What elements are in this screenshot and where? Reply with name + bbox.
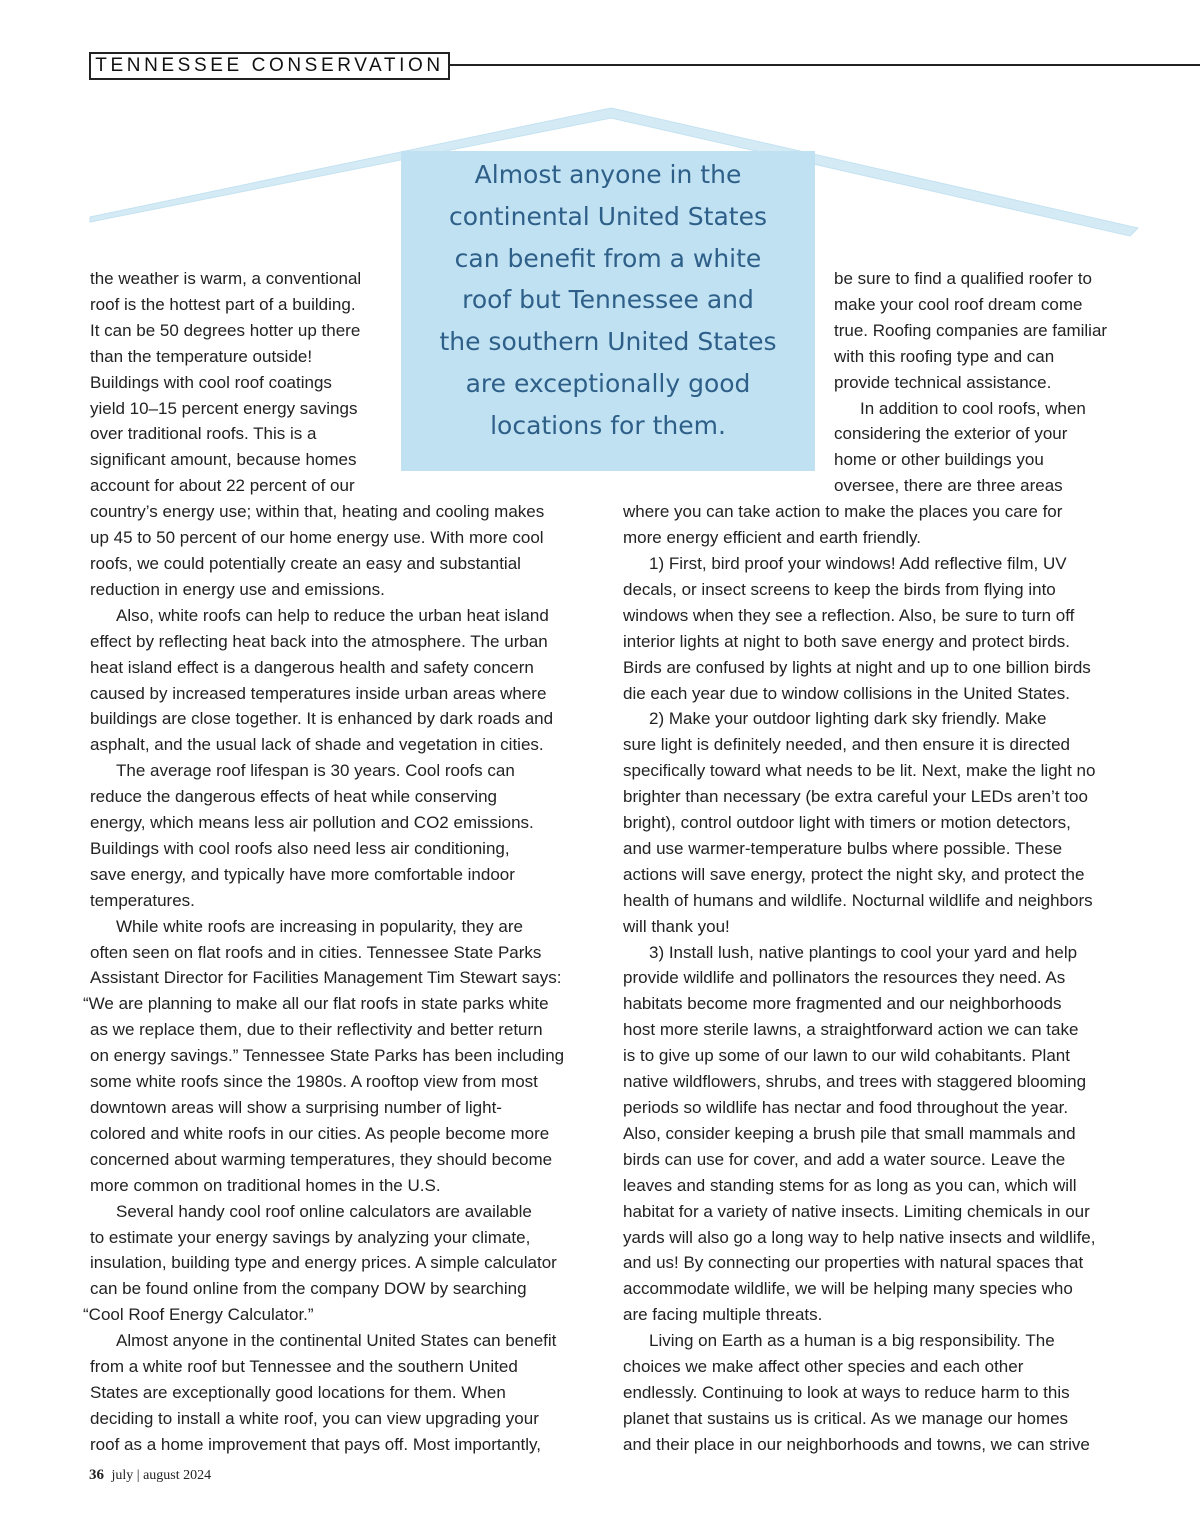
text-line: “We are planning to make all our flat roofs in state parks white bbox=[83, 994, 549, 1014]
text-line: some white roofs since the 1980s. A rooftop view from most bbox=[90, 1072, 538, 1092]
text-line: insulation, building type and energy prices. A simple calculator bbox=[90, 1253, 557, 1273]
text-line: Living on Earth as a human is a big responsibility. The bbox=[649, 1331, 1055, 1351]
text-line: “Cool Roof Energy Calculator.” bbox=[83, 1305, 314, 1325]
text-line: effect by reflecting heat back into the atmosphere. The urban bbox=[90, 631, 548, 651]
text-line: concerned about warming temperatures, they should become bbox=[90, 1149, 553, 1169]
text-line: where you can take action to make the places you care for bbox=[623, 502, 1063, 522]
right-column bbox=[623, 266, 1133, 1458]
paragraph bbox=[623, 940, 1133, 1329]
text-line: as we replace them, due to their reflectivity and better return bbox=[90, 1020, 543, 1040]
pull-quote-line: roof but Tennessee and bbox=[462, 285, 754, 315]
text-line: often seen on flat roofs and in cities. Tennessee State Parks bbox=[90, 942, 542, 962]
text-line: buildings are close together. It is enhanced by dark roads and bbox=[90, 709, 554, 729]
text-line: considering the exterior of your bbox=[834, 424, 1068, 444]
text-line: Buildings with cool roofs also need less air conditioning, bbox=[90, 838, 510, 858]
text-line: more common on traditional homes in the U.S. bbox=[90, 1175, 441, 1195]
text-line: to estimate your energy savings by analyzing your climate, bbox=[90, 1227, 531, 1247]
text-line: reduction in energy use and emissions. bbox=[90, 579, 385, 599]
pull-quote-line: can benefit from a white bbox=[454, 243, 762, 273]
text-line: save energy, and typically have more comfortable indoor bbox=[90, 864, 515, 884]
text-line: yield 10–15 percent energy savings bbox=[90, 398, 358, 418]
paragraph bbox=[90, 758, 595, 913]
text-line: make your cool roof dream come bbox=[834, 294, 1083, 314]
text-line: and use warmer-temperature bulbs where possible. These bbox=[623, 838, 1063, 858]
issue-date: july | august 2024 bbox=[111, 1468, 212, 1483]
text-line: habitat for a variety of native insects. Limiting chemicals in our bbox=[623, 1201, 1090, 1221]
text-line: Also, white roofs can help to reduce the urban heat island bbox=[116, 605, 549, 625]
text-line: accommodate wildlife, we will be helping many species who bbox=[623, 1279, 1073, 1299]
text-line: account for about 22 percent of our bbox=[90, 476, 355, 496]
left-column bbox=[83, 266, 595, 1458]
text-line: roof is the hottest part of a building. bbox=[90, 294, 356, 314]
text-line: 2) Make your outdoor lighting dark sky friendly. Make bbox=[649, 709, 1047, 729]
text-line: leaves and standing stems for as long as you can, which will bbox=[623, 1175, 1077, 1195]
text-line: oversee, there are three areas bbox=[834, 476, 1063, 496]
paragraph bbox=[83, 1199, 595, 1329]
text-line: interior lights at night to both save energy and protect birds. bbox=[623, 631, 1070, 651]
text-line: are facing multiple threats. bbox=[623, 1305, 823, 1325]
text-line: significant amount, because homes bbox=[90, 450, 357, 470]
pull-quote-line: continental United States bbox=[448, 201, 767, 231]
text-line: the weather is warm, a conventional bbox=[90, 269, 362, 288]
paragraph bbox=[623, 266, 1133, 396]
paragraph bbox=[623, 1328, 1133, 1458]
text-line: decals, or insect screens to keep the birds from flying into bbox=[623, 579, 1056, 599]
text-line: over traditional roofs. This is a bbox=[90, 424, 317, 444]
pull-quote-line: Almost anyone in the bbox=[474, 160, 742, 189]
text-line: temperatures. bbox=[90, 890, 195, 910]
page-footer bbox=[89, 1467, 211, 1484]
text-line: In addition to cool roofs, when bbox=[860, 398, 1086, 418]
paragraph bbox=[623, 551, 1133, 706]
text-line: caused by increased temperatures inside urban areas where bbox=[90, 683, 547, 703]
section-title: TENNESSEE CONSERVATION bbox=[95, 55, 444, 76]
text-line: true. Roofing companies are familiar bbox=[834, 320, 1108, 340]
text-line: The average roof lifespan is 30 years. Cool roofs can bbox=[116, 761, 515, 781]
text-line: brighter than necessary (be extra careful your LEDs aren’t too bbox=[623, 787, 1088, 807]
text-line: native wildflowers, shrubs, and trees with staggered blooming bbox=[623, 1072, 1087, 1092]
text-line: bright), control outdoor light with timers or motion detectors, bbox=[623, 813, 1071, 833]
text-line: and us! By connecting our properties with natural spaces that bbox=[623, 1253, 1084, 1273]
text-line: birds can use for cover, and add a water source. Leave the bbox=[623, 1149, 1066, 1169]
text-line: on energy savings.” Tennessee State Parks has been including bbox=[90, 1046, 565, 1066]
text-line: is to give up some of our lawn to our wild cohabitants. Plant bbox=[623, 1046, 1070, 1066]
text-line: actions will save energy, protect the night sky, and protect the bbox=[623, 864, 1085, 884]
text-line: can be found online from the company DOW by searching bbox=[90, 1279, 527, 1299]
text-line: While white roofs are increasing in popularity, they are bbox=[116, 916, 523, 936]
page-number: 36 bbox=[89, 1467, 104, 1483]
text-line: and their place in our neighborhoods and towns, we can strive bbox=[623, 1434, 1090, 1454]
text-line: sure light is definitely needed, and then ensure it is directed bbox=[623, 735, 1070, 755]
pull-quote-line: are exceptionally good bbox=[465, 368, 751, 398]
paragraph bbox=[623, 706, 1133, 939]
text-line: endlessly. Continuing to look at ways to reduce harm to this bbox=[623, 1382, 1070, 1402]
text-line: roofs, we could potentially create an easy and substantial bbox=[90, 553, 521, 573]
text-line: yards will also go a long way to help native insects and wildlife, bbox=[623, 1227, 1096, 1247]
pull-quote-line: locations for them. bbox=[490, 410, 726, 440]
paragraph bbox=[90, 603, 595, 758]
text-line: specifically toward what needs to be lit. Next, make the light no bbox=[623, 761, 1096, 781]
text-line: downtown areas will show a surprising number of light- bbox=[90, 1098, 502, 1117]
paragraph bbox=[90, 1328, 595, 1458]
text-line: than the temperature outside! bbox=[90, 346, 313, 366]
text-line: 1) First, bird proof your windows! Add reflective film, UV bbox=[649, 553, 1067, 573]
text-line: periods so wildlife has nectar and food throughout the year. bbox=[623, 1098, 1069, 1117]
text-line: home or other buildings you bbox=[834, 450, 1044, 470]
text-line: Assistant Director for Facilities Management Tim Stewart says: bbox=[90, 968, 562, 988]
text-line: be sure to find a qualified roofer to bbox=[834, 269, 1092, 288]
text-line: States are exceptionally good locations for them. When bbox=[90, 1382, 506, 1402]
paragraph bbox=[90, 266, 595, 603]
text-line: will thank you! bbox=[623, 916, 730, 936]
text-line: provide wildlife and pollinators the resources they need. As bbox=[623, 968, 1066, 988]
text-line: asphalt, and the usual lack of shade and vegetation in cities. bbox=[90, 735, 544, 755]
text-line: with this roofing type and can bbox=[834, 346, 1055, 366]
text-line: die each year due to window collisions in the United States. bbox=[623, 683, 1070, 703]
text-line: Buildings with cool roof coatings bbox=[90, 372, 332, 392]
text-line: more energy efficient and earth friendly. bbox=[623, 528, 921, 548]
pull-quote-line: the southern United States bbox=[439, 327, 777, 357]
text-line: roof as a home improvement that pays off. Most importantly, bbox=[90, 1434, 542, 1454]
text-line: country’s energy use; within that, heating and cooling makes bbox=[90, 502, 545, 522]
text-line: Also, consider keeping a brush pile that small mammals and bbox=[623, 1123, 1076, 1143]
text-line: It can be 50 degrees hotter up there bbox=[90, 320, 361, 340]
paragraph bbox=[83, 914, 595, 1199]
text-line: up 45 to 50 percent of our home energy use. With more cool bbox=[90, 528, 544, 548]
text-line: Several handy cool roof online calculators are available bbox=[116, 1201, 532, 1221]
text-line: 3) Install lush, native plantings to cool your yard and help bbox=[649, 942, 1078, 962]
text-line: deciding to install a white roof, you can view upgrading your bbox=[90, 1408, 539, 1428]
text-line: Birds are confused by lights at night and up to one billion birds bbox=[623, 657, 1091, 677]
text-line: heat island effect is a dangerous health and safety concern bbox=[90, 657, 534, 677]
text-line: energy, which means less air pollution and CO2 emissions. bbox=[90, 813, 534, 833]
text-line: host more sterile lawns, a straightforward action we can take bbox=[623, 1020, 1079, 1040]
text-line: habitats become more fragmented and our neighborhoods bbox=[623, 994, 1062, 1014]
text-line: choices we make affect other species and each other bbox=[623, 1357, 1024, 1377]
text-line: Almost anyone in the continental United States can benefit bbox=[116, 1331, 557, 1351]
text-line: reduce the dangerous effects of heat while conserving bbox=[90, 787, 498, 807]
paragraph bbox=[623, 396, 1133, 551]
text-line: planet that sustains us is critical. As we manage our homes bbox=[623, 1408, 1069, 1428]
text-line: windows when they see a reflection. Also, be sure to turn off bbox=[623, 605, 1075, 625]
text-line: provide technical assistance. bbox=[834, 372, 1052, 392]
text-line: from a white roof but Tennessee and the southern United bbox=[90, 1357, 518, 1377]
text-line: health of humans and wildlife. Nocturnal wildlife and neighbors bbox=[623, 890, 1093, 910]
text-line: colored and white roofs in our cities. As people become more bbox=[90, 1123, 550, 1143]
